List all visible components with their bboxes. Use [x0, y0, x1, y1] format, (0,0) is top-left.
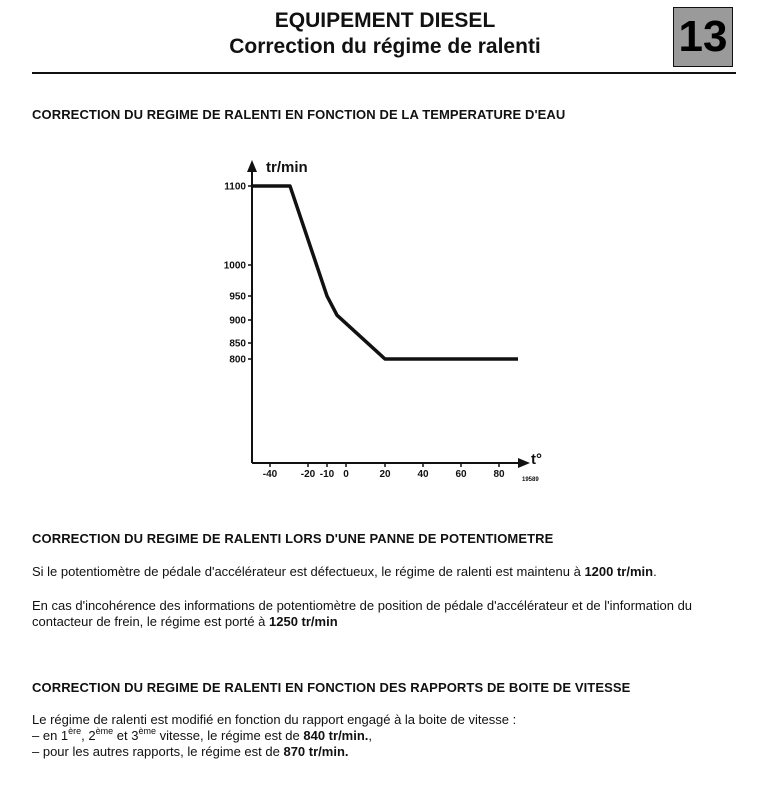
figure-reference: 19589 [522, 477, 539, 483]
title-line-1: EQUIPEMENT DIESEL [274, 9, 496, 32]
item1-sup3: ème [138, 725, 156, 736]
item1-sep1: , 2 [81, 728, 96, 743]
y-tick-label: 1100 [224, 181, 246, 193]
item2-text: – pour les autres rapports, le régime est de [32, 744, 284, 759]
p2-value: 1250 tr/min [269, 614, 338, 629]
section-heading-gearbox: CORRECTION DU REGIME DE RALENTI EN FONCTION DES RAPPORTS DE BOITE DE VITESSE [32, 680, 631, 695]
section-number-badge: 13 [673, 7, 733, 67]
paragraph-gearbox [32, 712, 742, 760]
y-tick-label: 900 [229, 315, 246, 327]
list-item-other-gears [32, 744, 742, 760]
x-tick-label: 80 [493, 469, 505, 480]
section-heading-temperature: CORRECTION DU REGIME DE RALENTI EN FONCTION DE LA TEMPERATURE D'EAU [32, 107, 566, 122]
item1-sup1: ère [68, 725, 82, 736]
x-tick-label: 40 [417, 469, 429, 480]
item1-text: vitesse, le régime est de [155, 728, 304, 743]
gearbox-intro: Le régime de ralenti est modifié en fonction du rapport engagé à la boite de vitesse : [32, 712, 517, 727]
item1-value: 840 tr/min. [303, 728, 369, 743]
y-tick-label: 800 [229, 354, 246, 366]
item2-value: 870 tr/min. [283, 744, 349, 759]
y-axis-label: tr/min [266, 159, 308, 176]
x-tick-label: -20 [300, 469, 316, 480]
x-axis-arrow [518, 458, 530, 468]
section-heading-potentiometer: CORRECTION DU REGIME DE RALENTI LORS D'UNE PANNE DE POTENTIOMETRE [32, 531, 554, 546]
paragraph-incoherence [32, 598, 742, 630]
p1-value: 1200 tr/min [584, 564, 654, 579]
p2-text: En cas d'incohérence des informations de potentiomètre de position de pédale d'accélérateur et de l'information du contacteur de frein, le régime est porté à [32, 598, 693, 629]
series-line-idle-speed [252, 186, 518, 359]
y-tick-label: 850 [229, 338, 246, 350]
p1-end: . [653, 564, 657, 579]
x-tick-label: -40 [262, 469, 278, 480]
item1-sup2: ème [95, 725, 114, 736]
y-axis-arrow [247, 160, 257, 172]
chart-layer [224, 159, 542, 483]
item1-prefix: – en 1 [32, 728, 69, 743]
x-tick-label: -10 [319, 469, 335, 480]
y-tick-label: 1000 [223, 260, 246, 272]
title-line-2: Correction du régime de ralenti [229, 35, 541, 58]
x-tick-label: 20 [379, 469, 391, 480]
y-tick-label: 950 [229, 291, 246, 303]
item1-end: , [368, 728, 373, 743]
x-tick-label: 60 [455, 469, 467, 480]
list-item-gears-1-3 [32, 725, 742, 744]
x-axis-label: t° [531, 451, 542, 468]
x-tick-label: 0 [343, 469, 349, 480]
item1-sep2: et 3 [113, 728, 139, 743]
paragraph-potentiometer-fault [32, 564, 742, 580]
p1-text: Si le potentiomètre de pédale d'accélérateur est défectueux, le régime de ralenti est maintenu à [32, 564, 585, 579]
